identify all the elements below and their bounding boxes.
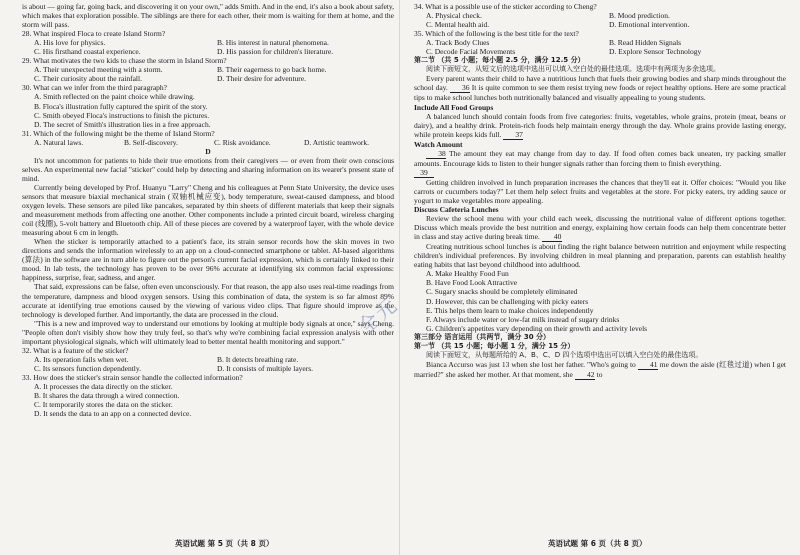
- section-1-instructions: 阅读下面短文，从每题所给的 A、B、C、D 四个选项中选出可以填入空白处的最佳选项。: [426, 350, 703, 359]
- blank-39[interactable]: 39: [414, 168, 434, 178]
- section-1-title: 第一节 （共 15 小题；每小题 1 分，满分 15 分）: [414, 341, 575, 350]
- gap-fill-options-list: [414, 269, 786, 332]
- q35-options: [414, 38, 786, 56]
- q33-stem: 33. How does the sticker's strain sensor handle the collected information?: [22, 372, 243, 382]
- intro-paragraph: is about — going far, going back, and discovering it on your own," adds Smith. And in the end, it's also a book about safety, which makes that exploration possible. The siblings are there for each other, their mom is waiting for them at home, and the storm will pass.: [22, 2, 394, 30]
- q30-option-c: C. Smith obeyed Floca's instructions to finish the pictures.: [34, 110, 210, 120]
- q29-option-a: A. Their unexpected meeting with a storm.: [34, 65, 163, 75]
- passage-d-paragraph-4: That said, expressions can be false, often even unconsciously. For that reason, the app also uses real-time readings from the temperature, dampness and blood oxygen sensors. Using this combination of data, the system is so far almost 89% accurate at identifying true emotions caused by the viewing of various video clips. That figure should improve as the technology is developed further. And importantly, the data are processed in the cloud.: [22, 282, 394, 319]
- q35-option-d: D. Explore Sensor Technology: [609, 47, 702, 57]
- q34-option-d: D. Emotional intervention.: [609, 20, 690, 30]
- cloze-text-c: to: [596, 369, 603, 379]
- q32-options: [22, 355, 394, 373]
- q31-option-c: C. Risk avoidance.: [214, 137, 271, 147]
- heading-watch-amount: Watch Amount: [414, 139, 463, 149]
- q29-stem: 29. What motivates the two kids to chase the storm in Island Storm?: [22, 56, 227, 66]
- page-footer-right: 英语试题 第 6 页（共 8 页）: [548, 539, 647, 548]
- gap-option-a: A. Make Healthy Food Fun: [426, 269, 509, 279]
- gap-option-b: B. Have Food Look Attractive: [426, 278, 518, 288]
- gap-fill-paragraph-5: [414, 214, 786, 242]
- section-2-title: 第二节 （共 5 小题；每小题 2.5 分，满分 12.5 分）: [414, 56, 585, 65]
- heading-include-food-groups: Include All Food Groups: [414, 102, 494, 112]
- q30-option-b: B. Floca's illustration fully captured the spirit of the story.: [34, 101, 208, 111]
- q29-option-c: C. Their curiosity about the rainfall.: [34, 74, 142, 84]
- watermark-stamp: 全元: [353, 292, 403, 339]
- gap-option-e: E. This helps them learn to make choices independently: [426, 305, 594, 315]
- cloze-paragraph-1: [414, 360, 786, 380]
- q34-stem: 34. What is a possible use of the sticker according to Cheng?: [414, 2, 597, 11]
- gap-fill-paragraph-1-text-b: It is quite common to see them resist trying new foods or reject healthy options. Here are some practical tips to make school lunches both nutritionally balanced and visually appealing to young students.: [414, 83, 787, 103]
- q28-option-d: D. His passion for children's literature.: [217, 47, 334, 57]
- blank-41[interactable]: 41: [638, 360, 658, 370]
- q34-option-b: B. Mood prediction.: [609, 11, 670, 21]
- q29-option-d: D. Their desire for adventure.: [217, 74, 306, 84]
- right-column: [414, 2, 786, 380]
- gap-fill-paragraph-4: Getting children involved in lunch preparation increases the chances that they'll eat it. Offer choices: "Would you like carrots or cucumbers today?" Let them help select fruits and vegetables at the store. For picky eaters, try adding sauce or yogurt to make vegetables more appealing.: [414, 177, 786, 205]
- q33-option-d: D. It sends the data to an app on a connected device.: [34, 409, 192, 419]
- q32-stem: 32. What is a feature of the sticker?: [22, 345, 129, 355]
- passage-d-paragraph-1: It's not uncommon for patients to hide their true emotions from their caregivers — or even from their own conscious selves. An experimental new facial "sticker" could help by detecting and sharing information on its wearer's present state of mind.: [22, 155, 394, 183]
- q28-options: [22, 38, 394, 56]
- passage-d-paragraph-5: "This is a new and improved way to understand our emotions by looking at multiple body signals at once," says Cheng. "People often don't visibly show how they truly feel, so that's why we're combining facial expression analysis with other important physiological signals, which will ultimately lead to better mental health monitoring and support.": [22, 318, 394, 346]
- page-footer-left: 英语试题 第 5 页（共 8 页）: [175, 539, 274, 548]
- q35-option-a: A. Track Body Clues: [426, 38, 490, 48]
- q32-option-b: B. It detects breathing rate.: [217, 354, 299, 364]
- q33-option-a: A. It processes the data directly on the sticker.: [34, 381, 173, 391]
- q30-stem: 30. What can we infer from the third paragraph?: [22, 83, 168, 93]
- cloze-text-b: me down the aisle (红毯过道) when I get married?" she asked her mother. At that moment, she: [414, 359, 786, 379]
- gap-option-c: C. Sugary snacks should be completely eliminated: [426, 287, 578, 297]
- blank-40[interactable]: 40: [542, 232, 562, 242]
- q32-option-c: C. Its sensors function dependently.: [34, 363, 141, 373]
- passage-d-paragraph-3: When the sticker is temporarily attached to a patient's face, its strain sensor records how the skin moves in two directions and sends the information wirelessly to an app on a cloud-connected smartphone or tablet. AI-based algorithms (算法) in the software are in turn able to figure out the person's current facial expression, which is certainly linked to their mood. In lab tests, the technology has proven to be over 96% accurate at identifying six common facial expressions: happiness, surprise, fear, sadness, and anger.: [22, 237, 394, 283]
- q31-stem: 31. Which of the following might be the theme of Island Storm?: [22, 128, 215, 138]
- blank-38[interactable]: 38: [426, 149, 446, 159]
- gap-fill-paragraph-6: Creating nutritious school lunches is about finding the right balance between nutrition and enjoyment while respecting children's individual preferences. By involving children in meal planning and preparation, parents can establish healthy eating habits that last beyond childhood into adulthood.: [414, 242, 786, 270]
- q29-option-b: B. Their eagerness to go back home.: [217, 65, 327, 75]
- q29-options: [22, 65, 394, 83]
- q31-option-a: A. Natural laws.: [34, 137, 84, 147]
- gap-fill-paragraph-1: [414, 74, 786, 102]
- part-3-title: 第三部分 语言运用（共两节，满分 30 分）: [414, 332, 551, 341]
- passage-d-paragraph-2: Currently being developed by Prof. Huanyu "Larry" Cheng and his colleagues at Penn State University, the device uses sensors that measure biaxial mechanical strain (双轴机械应变), body temperature, sweat-caused dampness, and blood oxygen levels. These sensors are piled like pancakes, separated by thin sheets of different materials that keep their signals and measurement methods from affecting one another. Other components include a printed circuit board, wireless charging coil (线圈), 5-volt battery and Bluetooth chip. All of these pieces are covered by a waterproof layer, with the whole device measuring about 6 cm in length.: [22, 182, 394, 238]
- gap-fill-paragraph-1-text-a: Every parent wants their child to have a nutritious lunch that fuels their growing bodies and sharp minds throughout the school day.: [414, 74, 786, 93]
- q30-option-d: D. The secret of Smith's illustration lies in a free approach.: [34, 119, 211, 129]
- blank-37[interactable]: 37: [503, 130, 523, 140]
- section-2-instructions: 阅读下面短文，从短文后的选项中选出可以填入空白处的最佳选项。选项中有两项为多余选项。: [426, 65, 720, 74]
- q28-option-a: A. His love for physics.: [34, 38, 106, 48]
- q31-option-b: B. Self-discovery.: [124, 137, 178, 147]
- blank-42[interactable]: 42: [575, 370, 595, 380]
- heading-discuss-cafeteria: Discuss Cafeteria Lunches: [414, 205, 499, 215]
- q34-options: [414, 11, 786, 29]
- q32-option-a: A. Its operation fails when wet.: [34, 354, 129, 364]
- gap-option-g: G. Children's appetites vary depending on their growth and activity levels: [426, 323, 648, 333]
- q28-stem: 28. What inspired Floca to create Island Storm?: [22, 29, 166, 39]
- q33-option-c: C. It temporarily stores the data on the sticker.: [34, 400, 173, 410]
- q30-option-a: A. Smith reflected on the paint choice while drawing.: [34, 92, 195, 102]
- blank-36[interactable]: 36: [450, 83, 470, 93]
- q34-option-c: C. Mental health aid.: [426, 20, 490, 30]
- gap-fill-paragraph-2: [414, 112, 786, 140]
- gap-fill-paragraph-3: [414, 149, 786, 168]
- q35-option-c: C. Decode Facial Movements: [426, 47, 516, 57]
- gap-fill-paragraph-5-text: Review the school menu with your child each week, discussing the nutritional value of different options together. Discuss which meals provide the best nutrition and energy, explaining how certain foods can help them concentrate better in class and stay active during break time.: [414, 214, 786, 242]
- q32-option-d: D. It consists of multiple layers.: [217, 363, 314, 373]
- gap-option-f: F. Always include water or low-fat milk instead of sugary drinks: [426, 314, 620, 324]
- left-column: [22, 2, 394, 418]
- column-divider: [399, 0, 400, 555]
- cloze-text-a: Bianca Accurso was just 13 when she lost her father. "Who's going to: [426, 359, 636, 369]
- q28-option-c: C. His firsthand coastal experience.: [34, 47, 141, 57]
- gap-fill-paragraph-3-text: The amount they eat may change from day to day. If food often comes back uneaten, try packing smaller amounts. Encourage kids to listen to their hunger signals rather than forcing them to finish everything.: [414, 148, 787, 168]
- q34-option-a: A. Physical check.: [426, 11, 482, 21]
- gap-option-d: D. However, this can be challenging with picky eaters: [426, 296, 589, 306]
- section-d-heading: D: [205, 146, 211, 156]
- q31-options: [22, 138, 394, 147]
- q35-option-b: B. Read Hidden Signals: [609, 38, 682, 48]
- q35-stem: 35. Which of the following is the best title for the text?: [414, 29, 579, 39]
- gap-fill-heading-blank: [414, 168, 786, 178]
- q33-option-b: B. It shares the data through a wired connection.: [34, 391, 180, 401]
- q28-option-b: B. His interest in natural phenomena.: [217, 38, 329, 48]
- q31-option-d: D. Artistic teamwork.: [304, 137, 369, 147]
- gap-fill-paragraph-2-text: A balanced lunch should contain foods from five categories: fruits, vegetables, whole grains, protein (meat, beans or dairy), and a healthy drink. Protein-rich foods help maintain energy through the day. Whole grains provide lasting energy, while protein keeps kids full.: [414, 111, 786, 139]
